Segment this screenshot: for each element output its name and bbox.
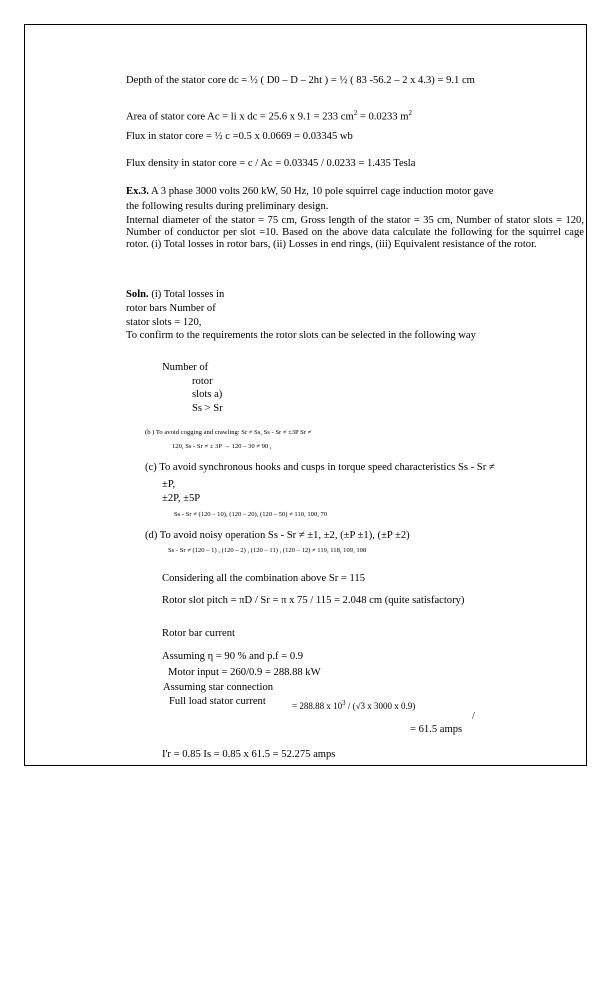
soln-text: (i) Total losses in: [148, 289, 225, 300]
considering-line: Considering all the combination above Sr = 115: [162, 573, 366, 584]
rotor-word: rotor: [192, 376, 213, 387]
soln-line-1: [126, 289, 224, 301]
example-text: A 3 phase 3000 volts 260 kW, 50 Hz, 10 pole squirrel cage induction motor gave: [148, 186, 494, 197]
area-m: = 0.0233 m: [357, 111, 409, 123]
area-sup: 2: [353, 109, 358, 117]
hooks-line-3: ±2P, ±5P: [162, 493, 201, 504]
noisy-line-2: Ss - Sr ≠ (120 – 1) , (120 – 2) , (120 – 11) , (120 – 12) ≠ 119, 118, 109, 108: [168, 547, 367, 554]
slash-mark: /: [472, 711, 475, 722]
full-load-equation: [292, 697, 415, 712]
example-paragraph: Internal diameter of the stator = 75 cm, Gross length of the stator = 35 cm, Number of stator slots = 120, Number of conductor per slot =10. Based on the above data calculate the following for the squirrel cage rotor. (i) Total losses in rotor bars, (ii) Losses in end rings, (iii) Equivalent resistance of the rotor.: [126, 215, 584, 250]
full-load-eq-rest: / (√3 x 3000 x 0.9): [345, 701, 416, 711]
motor-input-line: Motor input = 260/0.9 = 288.88 kW: [168, 667, 321, 678]
hooks-line-2: ±P,: [162, 479, 176, 490]
number-of: Number of: [162, 362, 209, 373]
full-load-sup: 3: [342, 699, 346, 707]
example-line-1: [126, 186, 493, 198]
area-text: Area of stator core Ac = li x dc = 25.6 x 9.1 = 233 cm: [126, 111, 354, 123]
flux-line: Flux in stator core = ½ c =0.5 x 0.0669 = 0.03345 wb: [126, 131, 353, 142]
noisy-line-1: (d) To avoid noisy operation Ss - Sr ≠ ±1, ±2, (±P ±1), (±P ±2): [145, 530, 410, 541]
density-line: Flux density in stator core = c / Ac = 0.03345 / 0.0233 = 1.435 Tesla: [126, 158, 416, 169]
soln-line-2: rotor bars Number of: [126, 303, 216, 314]
area-m-sup: 2: [408, 109, 412, 117]
example-line-2: the following results during preliminary design.: [126, 201, 329, 212]
slots-a: slots a): [192, 389, 223, 400]
slot-pitch-line: Rotor slot pitch = πD / Sr = π x 75 / 115 = 2.048 cm (quite satisfactory): [162, 595, 465, 606]
hooks-line-4: Ss - Sr ≠ (120 – 10), (120 – 20), (120 – 50) ≠ 110, 100, 70: [174, 511, 328, 518]
cogging-line-2: 120, Ss - Sr ≠ ± 3P → 120 – 30 ≠ 90 ,: [172, 443, 272, 450]
assuming-line: Assuming η = 90 % and p.f = 0.9: [162, 651, 304, 662]
full-load-eq-text: = 288.88 x 10: [292, 701, 343, 711]
amps-line: = 61.5 amps: [410, 724, 463, 735]
example-label: Ex.3.: [126, 186, 149, 197]
cogging-line-1: (b ) To avoid cogging and crawling: Sr ≠ Ss, Ss - Sr ≠ ±3P Sr ≠: [145, 429, 312, 436]
area-line: [126, 107, 412, 124]
hooks-line-1: (c) To avoid synchronous hooks and cusps in torque speed characteristics Ss - Sr ≠: [145, 462, 495, 473]
full-load-label: Full load stator current: [169, 696, 266, 707]
depth-line: Depth of the stator core dc = ½ ( D0 – D – 2ht ) = ½ ( 83 -56.2 – 2 x 4.3) = 9.1 cm: [126, 75, 475, 86]
soln-line-3: stator slots = 120,: [126, 317, 202, 328]
soln-label: Soln.: [126, 289, 149, 300]
rotor-bar-current: Rotor bar current: [162, 628, 235, 639]
soln-line-4: To confirm to the requirements the rotor slots can be selected in the following way: [126, 330, 476, 341]
star-connection-line: Assuming star connection: [163, 682, 274, 693]
ss-gt-sr: Ss > Sr: [192, 403, 223, 414]
ir-line: I'r = 0.85 Is = 0.85 x 61.5 = 52.275 amps: [162, 749, 336, 760]
